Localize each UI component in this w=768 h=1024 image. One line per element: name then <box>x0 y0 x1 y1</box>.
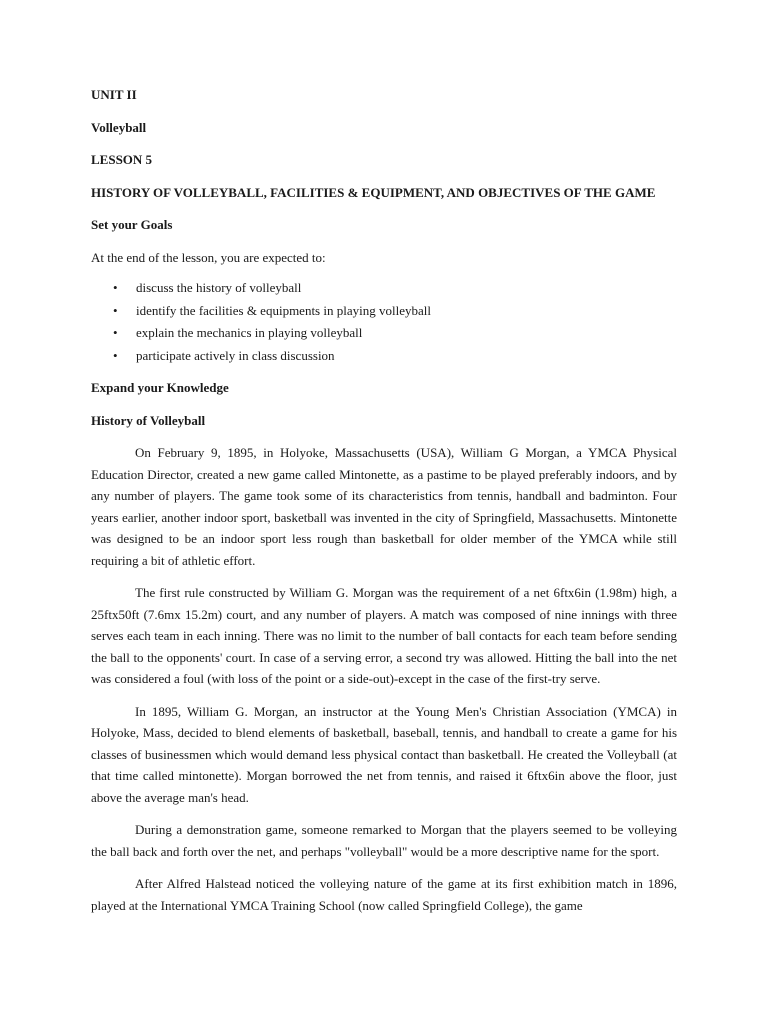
history-paragraph: During a demonstration game, someone remarked to Morgan that the players seemed to be volleying the ball back and forth over the net, and perhaps "volleyball" would be a more descriptive name for the sport. <box>91 822 677 859</box>
goal-text: discuss the history of volleyball <box>136 280 302 295</box>
history-heading: History of Volleyball <box>91 412 206 428</box>
goal-item <box>91 277 677 299</box>
bullet-icon: • <box>113 302 118 318</box>
goals-list <box>91 277 677 366</box>
bullet-icon: • <box>113 280 118 295</box>
unit-heading: UNIT II <box>91 87 137 102</box>
goals-intro: At the end of the lesson, you are expected to: <box>91 249 326 265</box>
goal-text: identify the facilities & equipments in playing volleyball <box>136 302 431 318</box>
lesson-heading: LESSON 5 <box>91 152 153 167</box>
history-paragraph: In 1895, William G. Morgan, an instructor at the Young Men's Christian Association (YMCA) in Holyoke, Mass, decided to blend elements of basketball, baseball, tennis, and handball to create a game for his classes of businessmen which would demand less physical contact than basketball. He created the Volleyball (at that time called mintonette). Morgan borrowed the net from tennis, and raised it 6ftx6in above the floor, just above the average man's head. <box>91 703 677 805</box>
history-paragraph: After Alfred Halstead noticed the volleying nature of the game at its first exhibition match in 1896, played at the International YMCA Training School (now called Springfield College), the game <box>91 876 677 913</box>
expand-heading: Expand your Knowledge <box>91 380 229 395</box>
lesson-title: HISTORY OF VOLLEYBALL, FACILITIES & EQUIPMENT, AND OBJECTIVES OF THE GAME <box>91 184 656 200</box>
history-paragraph: The first rule constructed by William G. Morgan was the requirement of a net 6ftx6in (1.98m) high, a 25ftx50ft (7.6mx 15.2m) court, and any number of players. A match was composed of nine innings with three serves each team in each inning. There was no limit to the number of ball contacts for each team before sending the ball to the opponents' court. In case of a serving error, a second try was allowed. Hitting the ball into the net was considered a foul (with loss of the point or a side-out)-except in the case of the first-try serve. <box>91 585 677 686</box>
goal-text: explain the mechanics in playing volleyball <box>136 325 363 340</box>
goal-text: participate actively in class discussion <box>136 347 335 363</box>
history-paragraph: On February 9, 1895, in Holyoke, Massachusetts (USA), William G Morgan, a YMCA Physical Education Director, created a new game called Mintonette, as a pastime to be played preferably indoors, and by any number of players. The game took some of its characteristics from tennis, handball and badminton. Four years earlier, another indoor sport, basketball was invented in the city of Springfield, Massachusetts. Mintonette was designed to be an indoor sport less rough than basketball for older member of the YMCA while still requiring a bit of athletic effort. <box>91 445 677 568</box>
goal-item <box>91 322 677 344</box>
goal-item <box>91 345 677 367</box>
goals-heading: Set your Goals <box>91 217 173 232</box>
goal-item <box>91 300 677 322</box>
bullet-icon: • <box>113 325 118 340</box>
subject-heading: Volleyball <box>91 119 147 135</box>
bullet-icon: • <box>113 347 118 363</box>
document-page <box>91 84 677 927</box>
